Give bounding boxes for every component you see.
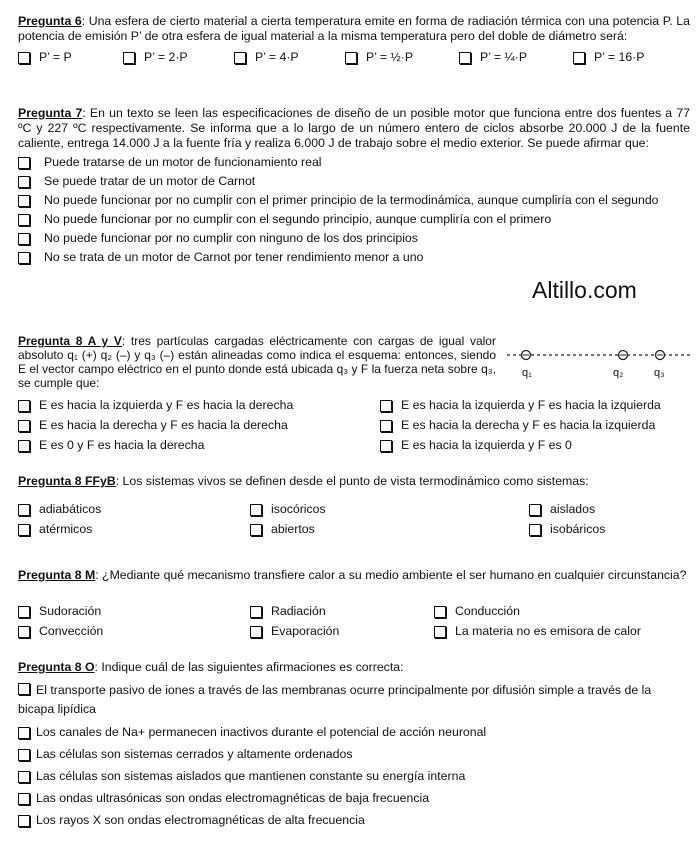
question-6-heading: Pregunta 6 xyxy=(18,14,82,28)
checkbox-icon[interactable] xyxy=(573,52,585,64)
question-7-statement xyxy=(18,106,690,151)
checkbox-icon[interactable] xyxy=(18,771,30,783)
checkbox-icon[interactable] xyxy=(250,504,262,516)
question-6-text: : Una esfera de cierto material a cierta temperatura emite en forma de radiación térmica con una potencia P. La potencia de emisión P’ de otra esfera de igual material a la misma temperatura pero del doble de diámetro será: xyxy=(18,14,690,43)
checkbox-icon[interactable] xyxy=(250,524,262,536)
checkbox-icon[interactable] xyxy=(250,626,262,638)
question-8ffyb-statement xyxy=(18,474,690,489)
question-8m xyxy=(18,568,690,583)
option-8o-a[interactable]: El transporte pasivo de iones a través de las membranas ocurre principalmente por difusión simple a través de la bicapa lipídica xyxy=(18,683,652,716)
option-7b[interactable]: Se puede tratar de un motor de Carnot xyxy=(18,174,690,189)
checkbox-icon[interactable] xyxy=(123,52,135,64)
option-7d[interactable]: No puede funcionar por no cumplir con el segundo principio, aunque cumpliría con el primero xyxy=(18,212,690,227)
option-8o-d[interactable]: Las células son sistemas aislados que mantienen constante su energía interna xyxy=(18,769,690,783)
label-q3: q₃ xyxy=(654,367,665,379)
checkbox-icon[interactable] xyxy=(18,157,30,169)
checkbox-icon[interactable] xyxy=(250,606,262,618)
question-6 xyxy=(18,14,690,68)
checkbox-icon[interactable] xyxy=(18,749,30,761)
option-8o-b[interactable]: Los canales de Na+ permanecen inactivos durante el potencial de acción neuronal xyxy=(18,725,690,739)
question-8m-heading: Pregunta 8 M xyxy=(18,568,96,582)
charges-schema xyxy=(505,345,695,385)
question-8av-heading: Pregunta 8 A y V xyxy=(18,334,122,348)
checkbox-icon[interactable] xyxy=(18,626,30,638)
checkbox-icon[interactable] xyxy=(459,52,471,64)
checkbox-icon[interactable] xyxy=(18,52,30,64)
question-8ffyb xyxy=(18,474,690,489)
question-8av-text: : tres partículas cargadas eléctricamente con cargas de igual valor absoluto q₁ (+) q₂ (–) y q₃ (–) están alineadas como indica el esquema: entonces, siendo E el vector campo eléctrico en el punto donde está ubicada q₃ y F la fuerza neta sobre q₃, se cumple que: xyxy=(18,334,496,390)
option-6e[interactable]: P’ = ¼·P xyxy=(459,50,527,64)
checkbox-icon[interactable] xyxy=(18,606,30,618)
question-8o-heading: Pregunta 8 O xyxy=(18,660,95,674)
option-7c[interactable]: No puede funcionar por no cumplir con el primer principio de la termodinámica, aunque cumpliría con el segundo xyxy=(18,193,690,208)
watermark: Altillo.com xyxy=(532,277,637,303)
option-8av-d[interactable]: E es hacia la derecha y F es hacia la izquierda xyxy=(380,418,655,432)
option-6f[interactable]: P’ = 16·P xyxy=(573,50,644,64)
option-8av-c[interactable]: E es hacia la derecha y F es hacia la derecha xyxy=(18,418,288,432)
question-8m-text: : ¿Mediante qué mecanismo transfiere calor a su medio ambiente el ser humano en cualquier circunstancia? xyxy=(95,568,687,582)
checkbox-icon[interactable] xyxy=(18,252,30,264)
label-q2: q₂ xyxy=(613,367,624,379)
question-8ffyb-text: : Los sistemas vivos se definen desde el punto de vista termodinámico como sistemas: xyxy=(115,474,589,488)
option-8m-f[interactable]: La materia no es emisora de calor xyxy=(434,624,641,638)
option-7f[interactable]: No se trata de un motor de Carnot por tener rendimiento menor a uno xyxy=(18,250,690,265)
question-7-text: : En un texto se leen las especificaciones de diseño de un posible motor que funciona entre dos fuentes a 77 ºC y 227 ºC respectivamente. Se informa que a lo largo de un número entero de ciclos absorbe 20.000 J de la fuente caliente, entrega 14.000 J a la fuente fría y realiza 6.000 J de trabajo sobre el medio exterior. Se puede afirmar que: xyxy=(18,106,690,150)
checkbox-icon[interactable] xyxy=(18,524,30,536)
checkbox-icon[interactable] xyxy=(18,683,30,695)
checkbox-icon[interactable] xyxy=(18,400,30,412)
question-8o xyxy=(18,660,690,827)
option-8ffyb-f[interactable]: isobáricos xyxy=(529,522,605,536)
option-6d[interactable]: P’ = ½·P xyxy=(345,50,413,64)
checkbox-icon[interactable] xyxy=(529,524,541,536)
checkbox-icon[interactable] xyxy=(18,176,30,188)
checkbox-icon[interactable] xyxy=(18,727,30,739)
option-8m-a[interactable]: Sudoración xyxy=(18,604,101,618)
label-q1: q₁ xyxy=(522,367,532,379)
checkbox-icon[interactable] xyxy=(18,815,30,827)
charges-line xyxy=(505,345,695,369)
checkbox-icon[interactable] xyxy=(434,626,446,638)
checkbox-icon[interactable] xyxy=(18,195,30,207)
option-8o-c[interactable]: Las células son sistemas cerrados y altamente ordenados xyxy=(18,747,690,761)
option-6a[interactable]: P’ = P xyxy=(18,50,72,64)
option-8av-b[interactable]: E es hacia la izquierda y F es hacia la izquierda xyxy=(380,398,661,412)
question-8ffyb-options xyxy=(18,502,698,542)
question-8o-text: : Indique cuál de las siguientes afirmaciones es correcta: xyxy=(94,660,404,674)
question-7-heading: Pregunta 7 xyxy=(18,106,83,120)
checkbox-icon[interactable] xyxy=(434,606,446,618)
question-7 xyxy=(18,106,690,265)
question-8av-options xyxy=(18,398,698,462)
option-8m-e[interactable]: Evaporación xyxy=(250,624,339,638)
option-6c[interactable]: P’ = 4·P xyxy=(234,50,299,64)
option-7e[interactable]: No puede funcionar por no cumplir con ninguno de los dos principios xyxy=(18,231,690,246)
question-8m-options xyxy=(18,604,698,644)
checkbox-icon[interactable] xyxy=(380,420,392,432)
option-8av-f[interactable]: E es hacia la izquierda y F es 0 xyxy=(380,438,572,452)
question-8av xyxy=(18,334,496,390)
checkbox-icon[interactable] xyxy=(380,400,392,412)
checkbox-icon[interactable] xyxy=(345,52,357,64)
option-8o-f[interactable]: Los rayos X son ondas electromagnéticas de alta frecuencia xyxy=(18,813,690,827)
checkbox-icon[interactable] xyxy=(380,440,392,452)
checkbox-icon[interactable] xyxy=(18,420,30,432)
question-8ffyb-heading: Pregunta 8 FFyB xyxy=(18,474,116,488)
question-8m-statement xyxy=(18,568,690,583)
question-8o-statement xyxy=(18,660,690,675)
option-8o-e[interactable]: Las ondas ultrasónicas son ondas electromagnéticas de baja frecuencia xyxy=(18,791,690,805)
option-8av-e[interactable]: E es 0 y F es hacia la derecha xyxy=(18,438,204,452)
checkbox-icon[interactable] xyxy=(529,504,541,516)
option-8m-c[interactable]: Conducción xyxy=(434,604,520,618)
option-8ffyb-c[interactable]: aislados xyxy=(529,502,595,516)
option-6b[interactable]: P’ = 2·P xyxy=(123,50,188,64)
checkbox-icon[interactable] xyxy=(18,214,30,226)
option-7a[interactable]: Puede tratarse de un motor de funcionamiento real xyxy=(18,155,690,170)
option-8av-a[interactable]: E es hacia la izquierda y F es hacia la derecha xyxy=(18,398,293,412)
option-8m-d[interactable]: Convección xyxy=(18,624,103,638)
checkbox-icon[interactable] xyxy=(18,440,30,452)
option-8ffyb-e[interactable]: abiertos xyxy=(250,522,315,536)
option-8ffyb-a[interactable]: adiabáticos xyxy=(18,502,101,516)
option-8ffyb-b[interactable]: isocóricos xyxy=(250,502,326,516)
option-8m-b[interactable]: Radiación xyxy=(250,604,326,618)
checkbox-icon[interactable] xyxy=(18,504,30,516)
question-8av-statement xyxy=(18,334,496,390)
checkbox-icon[interactable] xyxy=(234,52,246,64)
option-8ffyb-d[interactable]: atérmicos xyxy=(18,522,92,536)
checkbox-icon[interactable] xyxy=(18,793,30,805)
question-6-statement xyxy=(18,14,690,44)
checkbox-icon[interactable] xyxy=(18,233,30,245)
